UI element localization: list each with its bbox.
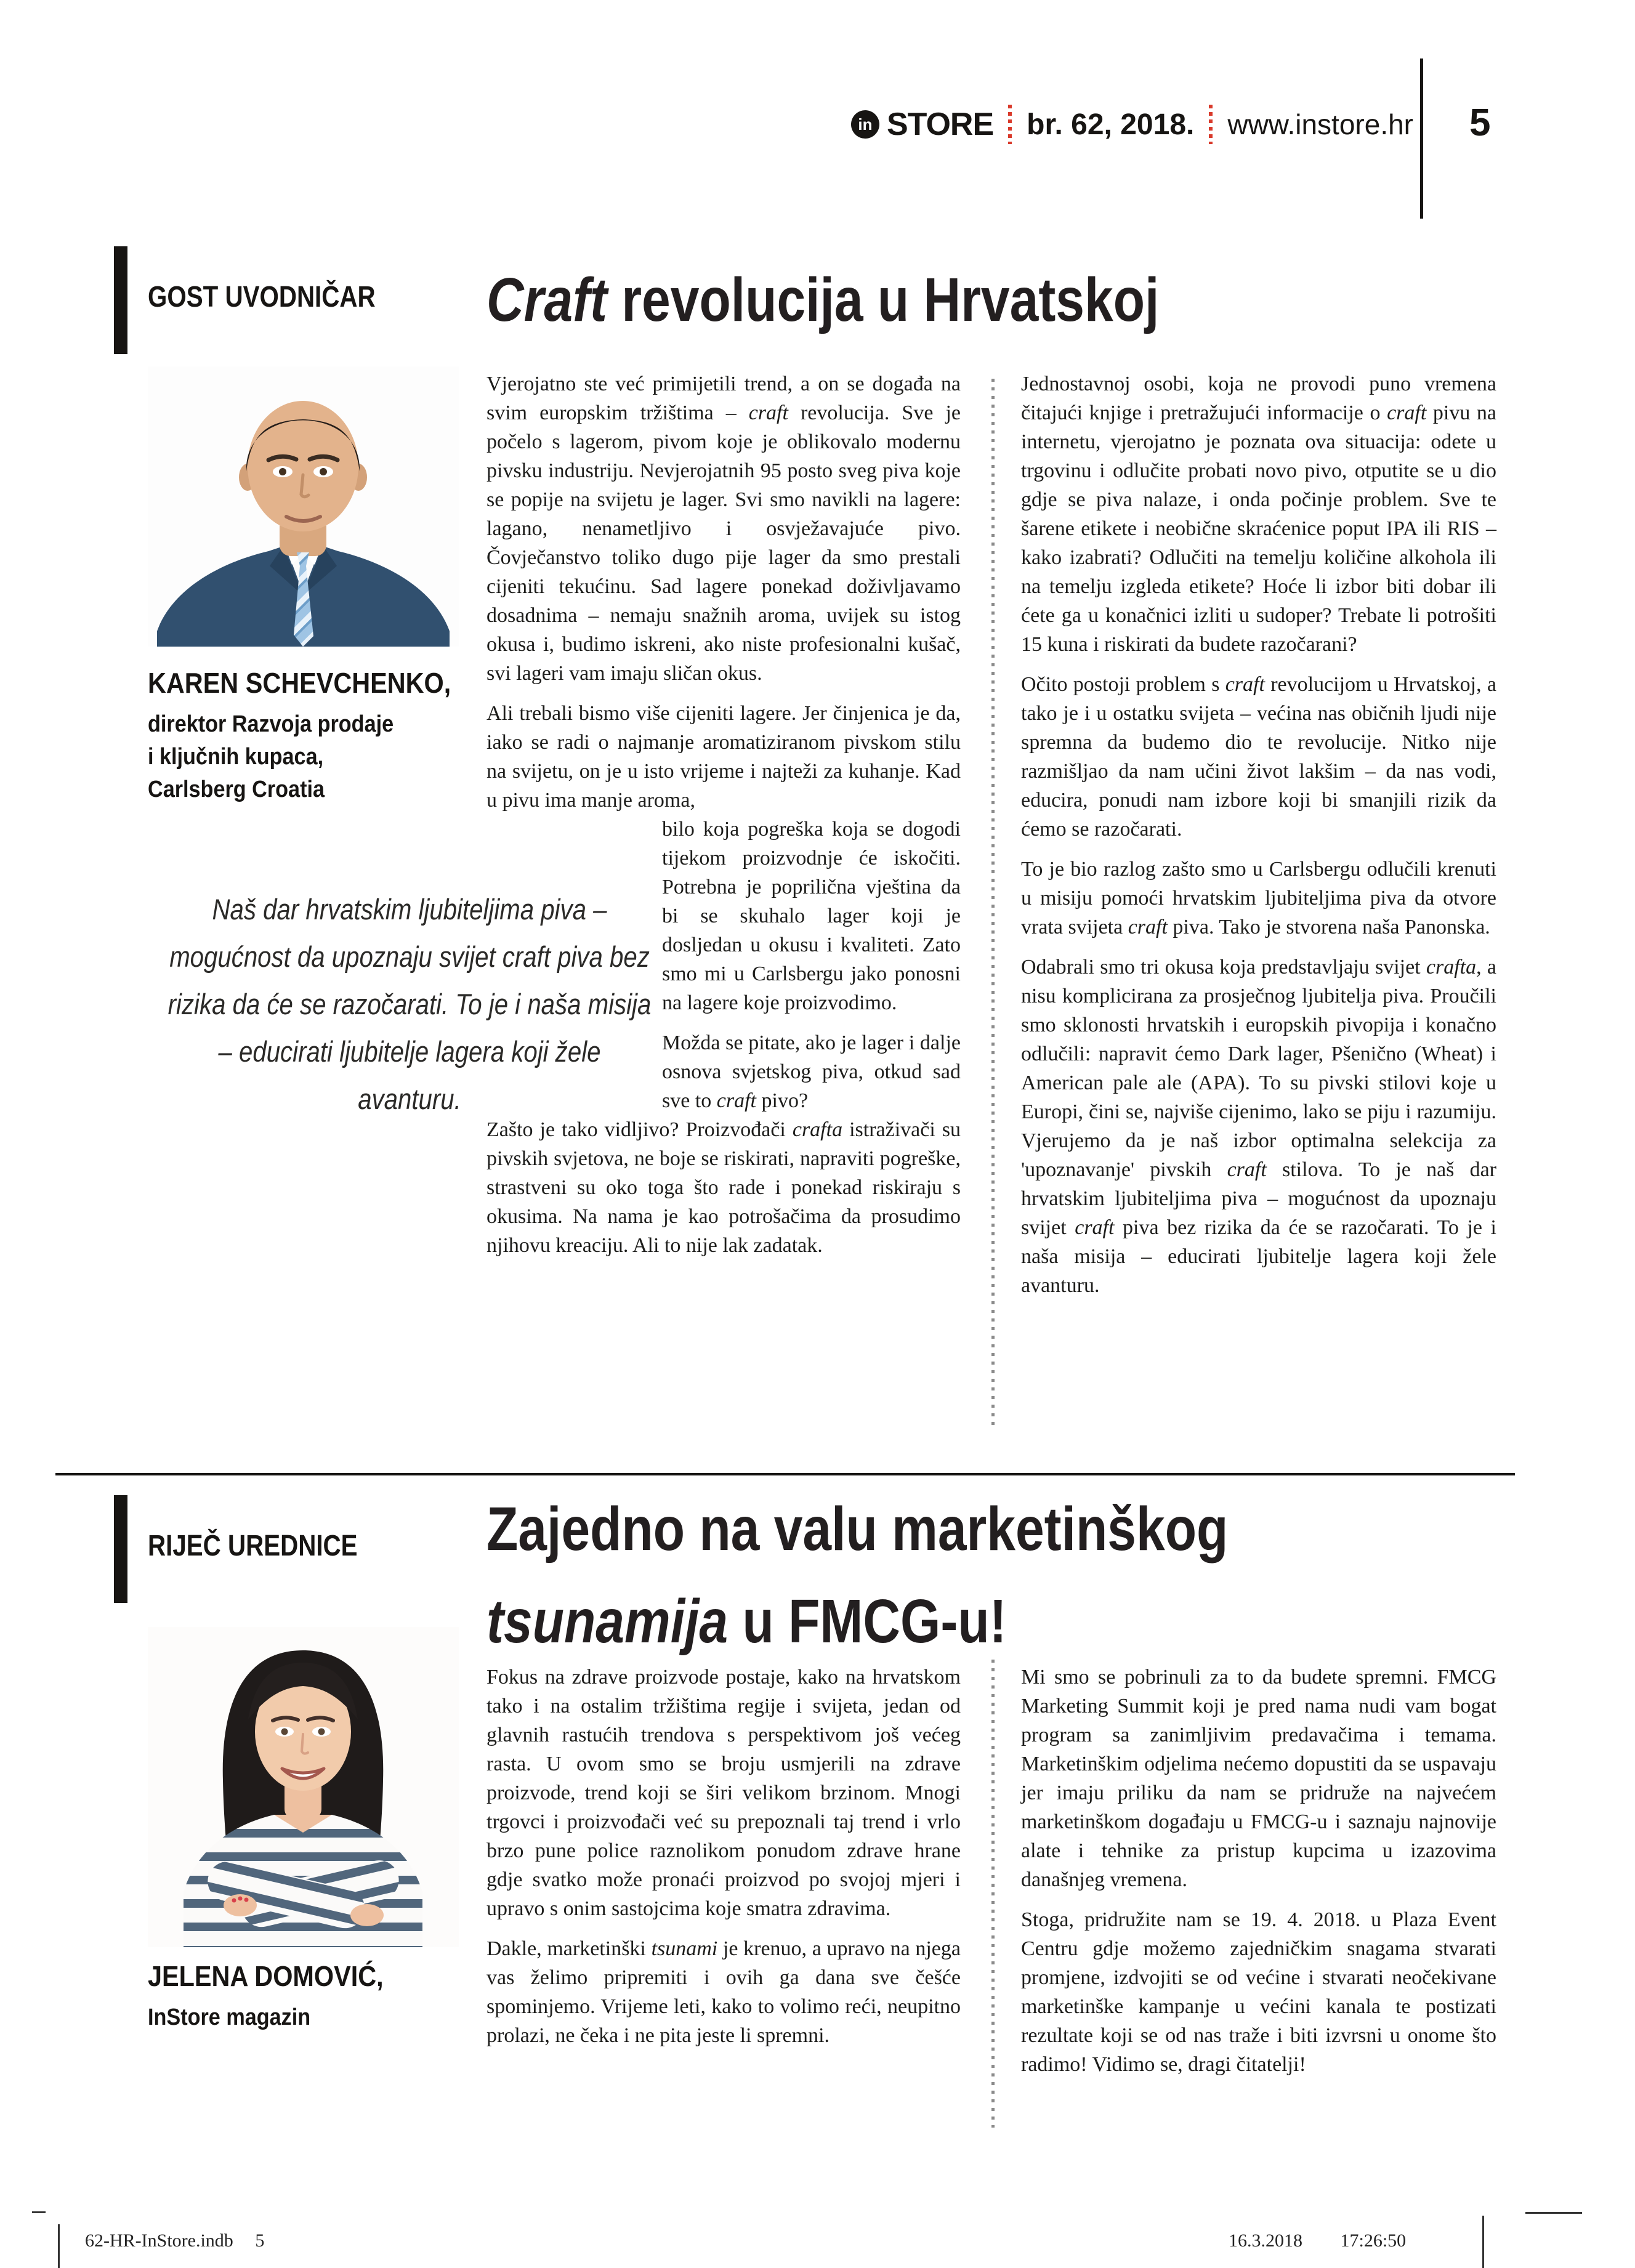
red-dotted-separator (1008, 105, 1012, 144)
paragraph: Stoga, pridružite nam se 19. 4. 2018. u Plaza Event Centru gdje možemo zajedničkim snagama stvarati promjene, izdvojiti se od većine i stvarati neočekivane marketinške kampanje u većini kanala te postizati rezultate koji se od nas traže i biti izvrsni u onome što radimo! Vidimo se, dragi čitatelji! (1021, 1908, 1496, 2076)
crop-mark (1482, 2216, 1484, 2268)
article1-title (486, 254, 1287, 346)
paragraph: bilo koja pogreška koja se dogodi tijekom proizvodnje će iskočiti. Potrebna je poprilična vještina da bi se skuhalo lager koji je dosljedan u okusu i kvaliteti. Zato smo mi u Carlsbergu jako ponosni na lagere koje proizvodimo. (662, 818, 961, 1014)
author-role-line: direktor Razvoja prodaje (148, 711, 394, 737)
paragraph: To je bio razlog zašto smo u Carlsbergu odlučili krenuti u misiju pomoći hrvatskim ljubiteljima piva da otvore vrata svijeta craft piva. Tako je stvorena naša Panonska. (1021, 858, 1496, 938)
footer-time: 17:26:50 (1340, 2230, 1407, 2251)
author-role-line: Carlsberg Croatia (148, 777, 325, 802)
portrait-woman-illustration (148, 1627, 459, 1947)
section-bar (114, 246, 127, 354)
paragraph: Jednostavnoj osobi, koja ne provodi puno vremena čitajući knjige i pretražujući informacije o craft pivu na internetu, vjerojatno je poznata ova situacija: odete u trgovinu i odlučite probati novo pivo, otputite se u dio gdje se piva nalaze, i onda počinje problem. Sve te šarene etikete i neobične skraćenice poput IPA ili RIS – kako izabrati? Odlučiti na temelju količine alkohola ili na temelju izgleda etikete? Hoće li izbor biti dobar ili ćete ga u konačnici izliti u sudoper? Trebate li potrošiti 15 kuna i riskirati da budete razočarani? (1021, 373, 1496, 656)
crop-mark (58, 2224, 60, 2268)
author-name: JELENA DOMOVIĆ, (148, 1960, 384, 1992)
article2-column-1 (486, 1663, 961, 2061)
author-block-jelena (148, 1959, 410, 2034)
paragraph: Dakle, marketinški tsunami je krenuo, a upravo na njega vas želimo pripremiti i ovih ga dana sve češće spominjemo. Vrijeme leti, kako to volimo reći, neupitno prolazi, ne čeka i ne pita jeste li spremni. (486, 1937, 961, 2047)
section-bar (114, 1495, 127, 1603)
article2-title-line2: tsunamija u FMCG-u! (486, 1587, 1007, 1656)
issue-number: br. 62, 2018. (1027, 108, 1195, 141)
footer-file-info (85, 2230, 264, 2251)
paragraph: Vjerojatno ste već primijetili trend, a on se događa na svim europskim tržištima – craft revolucija. Sve je počelo s lagerom, pivom koje je oblikovalo modernu pivsku industriju. Nevjerojatnih 95 posto sveg piva koje se popije na svijetu je lager. Svi smo navikli na lagere: lagano, nenametljivo i osvježavajuće pivo. Čovječanstvo toliko dugo pije lager da smo prestali cijeniti tekućinu. Sad lagere ponekad doživljavamo dosadnima – nemaju snažnih aroma, uvijek su istog okusa i, budimo iskreni, ako niste profesionalni kušač, svi lageri vam imaju sličan okus. (486, 373, 961, 685)
instore-logo (851, 106, 993, 143)
section-label-editor-word (148, 1529, 397, 1563)
article1-column-2 (1021, 369, 1496, 1311)
article2-title-text (486, 1483, 1228, 1668)
author-photo-karen (148, 366, 459, 647)
page-number: 5 (1469, 102, 1491, 144)
crop-mark (1525, 2212, 1582, 2214)
column-divider-dotted (991, 1660, 995, 2128)
header-divider-line (1420, 59, 1423, 219)
footer-timestamp (1229, 2230, 1406, 2251)
footer-file-name: 62-HR-InStore.indb (85, 2230, 233, 2251)
paragraph: Možda se pitate, ako je lager i dalje osnova svjetskog piva, otkud sad sve to craft pivo? (662, 1031, 961, 1112)
section-label-text: GOST UVODNIČAR (148, 281, 376, 313)
logo-store-text: STORE (886, 107, 994, 142)
article2-title-line1: Zajedno na valu marketinškog (486, 1495, 1229, 1564)
article2-column-2 (1021, 1663, 1496, 2090)
crop-mark (32, 2211, 46, 2213)
paragraph: Mi smo se pobrinuli za to da budete spremni. FMCG Marketing Summit koji je pred nama nudi vam bogat program sa zanimljivim predavačima i temama. Marketinškim odjelima nećemo dopustiti da se uspavaju jer imaju priliku da nam se pridruže na najvećem marketinškom događaju u FMCG-u i saznaju najnovije alate i tehnike za pristup kupcima u izazovima današnjeg vremena. (1021, 1666, 1496, 1891)
footer-file-page: 5 (255, 2230, 265, 2251)
red-dotted-separator (1209, 105, 1213, 144)
paragraph: Očito postoji problem s craft revolucijom u Hrvatskoj, a tako je i u ostatku svijeta – većina nas običnih ljudi nije spremna da budemo dio te revolucije. Nitko nije razmišljao da nam učini život lakšim – da nas vodi, educira, ponudi nam izbore koji bi smanjili rizik da ćemo se razočarati. (1021, 673, 1496, 841)
author-name: KAREN SCHEVCHENKO, (148, 667, 451, 699)
section-label-text: RIJEČ UREDNICE (148, 1530, 358, 1562)
article1-column-1 (486, 369, 961, 1271)
author-role (148, 708, 394, 806)
footer-date: 16.3.2018 (1229, 2230, 1302, 2251)
portrait-man-illustration (148, 366, 459, 647)
paragraph: Odabrali smo tri okusa koja predstavljaju svijet crafta, a nisu komplicirana za prosječnog ljubitelja piva. Proučili smo sklonosti hrvatskih i europskih pivopija i konačno odlučili: napravit ćemo Dark lager, Pšenično (Wheat) i American pale ale (APA). To su pivski stilovi koje u Europi, čini se, najviše cijenimo, lako se piju i razumiju. Vjerujemo da je naš izbor optimalna selekcija za 'upoznavanje' pivskih craft stilova. To je naš dar hrvatskim ljubiteljima piva – mogućnost da upoznaju svijet craft piva bez rizika da će se razočarati. To je i naša misija – educirati ljubitelje lagera koji žele avanturu. (1021, 956, 1497, 1297)
instore-logo-icon: in (851, 110, 879, 139)
paragraph: Zašto je tako vidljivo? Proizvođači crafta istraživači su pivskih svjetova, ne boje se riskirati, napraviti pogreške, strastveni su oko toga što rade i ponekad riskiraju s okusima. Na nama je kao potrošačima da prosudimo njihovu kreaciju. Ali to nije lak zadatak. (486, 1118, 961, 1257)
page-header (851, 97, 1413, 151)
author-block-karen (148, 666, 485, 806)
section-label-guest-editorial (148, 280, 419, 314)
author-photo-jelena (148, 1627, 459, 1947)
article1-title-text: Craft revolucija u Hrvatskoj (486, 265, 1160, 334)
article-separator-rule (55, 1473, 1515, 1475)
column-divider-dotted (991, 379, 995, 1426)
website-url: www.instore.hr (1227, 108, 1413, 140)
author-role-line: InStore magazin (148, 2004, 311, 2030)
paragraph: Ali trebali bismo više cijeniti lagere. Jer činjenica je da, iako se radi o najmanje aromatiziranom pivskom stilu na svijetu, on je u isto vrijeme i najteži za kuhanje. Kad u pivu ima manje aroma, (486, 702, 961, 812)
author-role-line: i ključnih kupaca, (148, 744, 324, 770)
article2-title (486, 1483, 1370, 1668)
paragraph: Fokus na zdrave proizvode postaje, kako na hrvatskom tako i na ostalim tržištima regije i svijeta, jedan od glavnih rastućih trendova s perspektivom još većeg rasta. U ovom smo se broju usmjerili na zdrave proizvode, trend koji se širi velikom brzinom. Mnogi trgovci i proizvođači već su prepoznali taj trend i vrlo brzo pune police raznolikom ponudom zdrave hrane gdje svatko može pronaći proizvod po svojoj mjeri i upravo s onim sastojcima koje smatra zdravima. (486, 1666, 961, 1920)
pull-quote-text: Naš dar hrvatskim ljubiteljima piva – mogućnost da upoznaju svijet craft piva bez rizika da će se razočarati. To je i naša misija – educirati ljubitelje lagera koji žele avanturu. (168, 893, 652, 1115)
